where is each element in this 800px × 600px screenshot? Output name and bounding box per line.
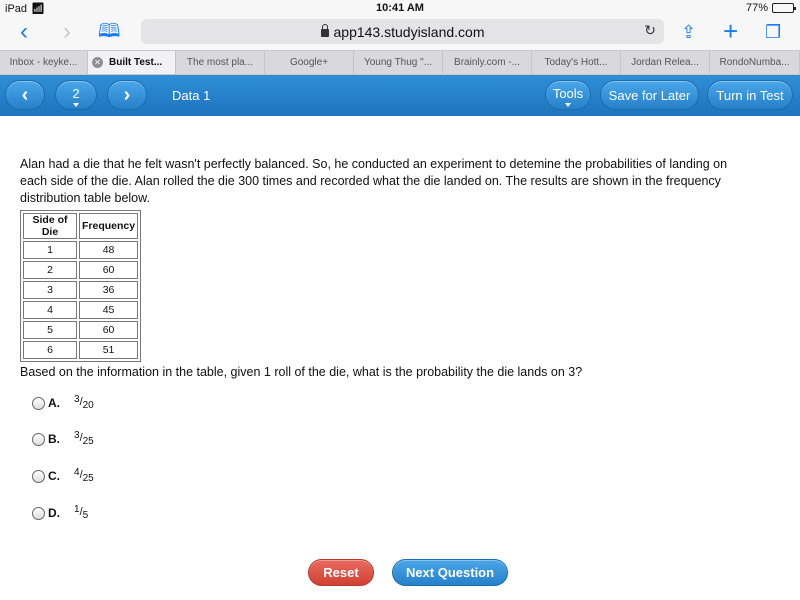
radio-button-b[interactable] (32, 433, 45, 446)
tab-rondonumba[interactable] (710, 51, 800, 74)
battery-percent: 77% (745, 2, 768, 14)
reset-button[interactable]: Reset (308, 559, 374, 586)
answer-choice-d[interactable] (32, 506, 88, 520)
table-cell: 6 (23, 341, 77, 359)
fraction-numerator: 3 (74, 430, 80, 441)
fraction-denominator: 25 (82, 473, 94, 484)
table-cell: 45 (79, 301, 138, 319)
question-prompt: Based on the information in the table, given 1 roll of the die, what is the probability the die lands on 3? (20, 365, 583, 379)
tab-built-test[interactable] (88, 51, 176, 74)
page-title: Data 1 (172, 88, 211, 103)
table-row (23, 341, 138, 359)
status-bar (0, 0, 800, 16)
tab-label: Google+ (289, 57, 329, 68)
choice-letter: C. (48, 469, 60, 483)
tab-label: Built Test... (109, 57, 163, 68)
table-row (23, 301, 138, 319)
table-cell: 1 (23, 241, 77, 259)
question-number-dropdown[interactable] (55, 80, 97, 110)
tab-label: Jordan Relea... (631, 57, 699, 68)
question-text: Alan had a die that he felt wasn't perfectly balanced. So, he conducted an experiment to detemine the probabilities of landing on each side of the die. Alan rolled the die 300 times and recorded what the die landed on. The results are shown in the frequency distribution table below. (20, 157, 728, 205)
app-header (0, 75, 800, 116)
tab-label: The most pla... (186, 57, 254, 68)
save-for-later-button[interactable] (600, 80, 699, 110)
column-header: Side of Die (23, 213, 77, 239)
tab-strip (0, 50, 800, 75)
url-text: app143.studyisland.com (333, 23, 485, 40)
previous-question-button[interactable] (5, 80, 45, 110)
fraction-numerator: 1 (74, 504, 80, 515)
fraction-denominator: 25 (82, 436, 94, 447)
tab-brainly[interactable] (443, 51, 532, 74)
save-for-later-label: Save for Later (608, 87, 691, 103)
clock: 10:41 AM (376, 2, 424, 14)
chevron-right-icon: › (123, 84, 131, 106)
dropdown-arrow-icon (73, 103, 79, 107)
new-tab-icon[interactable]: + (723, 16, 739, 46)
choice-letter: D. (48, 506, 60, 520)
table-cell: 60 (79, 321, 138, 339)
browser-toolbar (0, 16, 800, 50)
radio-button-c[interactable] (32, 470, 45, 483)
table-cell: 2 (23, 261, 77, 279)
frequency-table (20, 210, 141, 362)
table-cell: 48 (79, 241, 138, 259)
table-cell: 36 (79, 281, 138, 299)
tab-label: Today's Hott... (544, 57, 608, 68)
radio-button-d[interactable] (32, 507, 45, 520)
column-header: Frequency (79, 213, 138, 239)
share-icon[interactable]: ⇪ (681, 22, 697, 42)
lock-icon (321, 29, 329, 37)
tools-button[interactable] (545, 80, 591, 110)
close-tab-icon[interactable]: ✕ (92, 57, 103, 68)
radio-button-a[interactable] (32, 397, 45, 410)
table-header-row (23, 213, 138, 239)
address-bar[interactable] (141, 19, 664, 44)
forward-icon[interactable]: › (63, 18, 71, 45)
fraction-denominator: 20 (82, 400, 94, 411)
back-icon[interactable]: ‹ (20, 18, 28, 45)
question-content (0, 116, 800, 600)
table-row (23, 261, 138, 279)
answer-choice-c[interactable] (32, 469, 94, 483)
table-cell: 51 (79, 341, 138, 359)
tab-label: Brainly.com -... (454, 57, 520, 68)
table-cell: 60 (79, 261, 138, 279)
turn-in-test-button[interactable] (707, 80, 793, 110)
choice-letter: A. (48, 396, 60, 410)
turn-in-label: Turn in Test (716, 87, 784, 103)
status-right (746, 2, 794, 14)
tab-label: RondoNumba... (719, 57, 790, 68)
wifi-icon: 📶︎ (31, 3, 45, 15)
tab-google-plus[interactable] (265, 51, 354, 74)
next-question-button[interactable]: Next Question (392, 559, 508, 586)
answer-choice-b[interactable] (32, 432, 94, 446)
table-row (23, 281, 138, 299)
reload-icon[interactable]: ↻ (644, 22, 656, 38)
answer-choice-a[interactable] (32, 396, 94, 410)
tab-young-thug[interactable] (354, 51, 443, 74)
dropdown-arrow-icon (565, 103, 571, 107)
table-row (23, 241, 138, 259)
tab-label: Inbox - keyke... (9, 57, 78, 68)
tab-todays-hott[interactable] (532, 51, 621, 74)
bookmarks-icon[interactable]: 🕮︎ (98, 21, 121, 42)
table-cell: 4 (23, 301, 77, 319)
chevron-left-icon: ‹ (21, 84, 29, 106)
choice-fraction: 1/5 (74, 504, 89, 521)
tab-inbox[interactable] (0, 51, 88, 74)
tab-label: Young Thug "... (363, 57, 433, 68)
choice-fraction: 4/25 (74, 467, 94, 484)
question-number: 2 (72, 85, 80, 101)
battery-icon (772, 3, 794, 13)
device-name: iPad (5, 2, 28, 15)
choice-letter: B. (48, 432, 60, 446)
fraction-numerator: 3 (74, 394, 80, 405)
fraction-denominator: 5 (82, 510, 89, 521)
choice-fraction: 3/20 (74, 394, 94, 411)
table-cell: 3 (23, 281, 77, 299)
next-question-arrow-button[interactable] (107, 80, 147, 110)
table-cell: 5 (23, 321, 77, 339)
table-row (23, 321, 138, 339)
tab-jordan-release[interactable] (621, 51, 710, 74)
tabs-icon[interactable]: ❐ (765, 22, 782, 42)
choice-fraction: 3/25 (74, 430, 94, 447)
tab-most-played[interactable] (176, 51, 265, 74)
tools-label: Tools (552, 85, 584, 101)
fraction-numerator: 4 (74, 467, 80, 478)
